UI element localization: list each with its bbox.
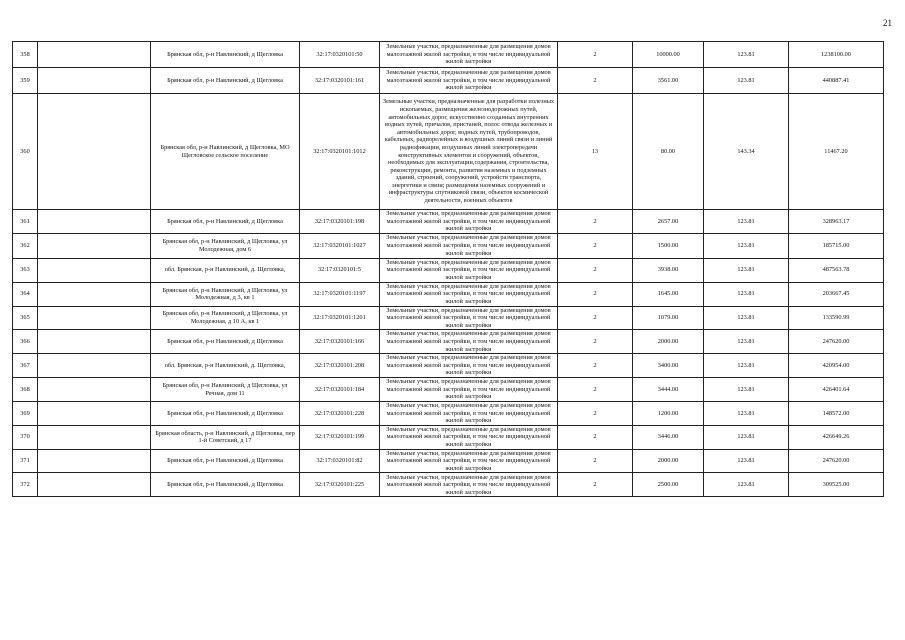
cadastral-number-cell: 32:17:0320101:184 [300,378,380,402]
cadastral-number-cell: 32:17:0320101:225 [300,473,380,497]
row-number-cell: 365 [13,306,38,330]
address-cell: обл. Брянская, р-н Навлинский, д. Щегловка, [151,258,300,282]
specific-value-cell: 123.81 [704,258,789,282]
land-use-cell: Земельные участки, предназначенные для размещения домов малоэтажной жилой застройки, в том числе индивидуальной жилой застройки [380,258,558,282]
specific-value-cell: 123.81 [704,449,789,473]
table-row [13,449,884,473]
cadastral-value-cell: 11467.20 [789,94,884,210]
row-number-cell: 372 [13,473,38,497]
specific-value-cell: 123.81 [704,354,789,378]
land-use-cell: Земельные участки, предназначенные для размещения домов малоэтажной жилой застройки, в том числе индивидуальной жилой застройки [380,401,558,425]
cadastral-number-cell: 32:17:0320101:1201 [300,306,380,330]
land-use-cell: Земельные участки, предназначенные для размещения домов малоэтажной жилой застройки, в том числе индивидуальной жилой застройки [380,233,558,258]
cadastral-number-cell: 32:17:0320101:228 [300,401,380,425]
specific-value-cell: 123.81 [704,401,789,425]
area-cell: 1200.00 [633,401,704,425]
table-row [13,354,884,378]
area-cell: 1645.00 [633,282,704,306]
group-number-cell: 2 [558,306,633,330]
group-number-cell: 2 [558,233,633,258]
area-cell: 3938.00 [633,258,704,282]
blank-cell [38,210,151,234]
table-row [13,330,884,354]
group-number-cell: 2 [558,354,633,378]
address-cell: Брянская обл, р-н Навлинский, д Щегловка [151,401,300,425]
row-number-cell: 364 [13,282,38,306]
land-use-cell: Земельные участки, предназначенные для размещения домов малоэтажной жилой застройки, в том числе индивидуальной жилой застройки [380,473,558,497]
land-use-cell: Земельные участки, предназначенные для размещения домов малоэтажной жилой застройки, в том числе индивидуальной жилой застройки [380,42,558,68]
specific-value-cell: 123.81 [704,210,789,234]
cadastral-value-cell: 420954.00 [789,354,884,378]
cadastral-value-cell: 185715.00 [789,233,884,258]
address-cell: Брянская обл, р-н Навлинский, д Щегловка, ул Речная, дом 11 [151,378,300,402]
specific-value-cell: 123.81 [704,42,789,68]
cadastral-value-cell: 426401.64 [789,378,884,402]
row-number-cell: 360 [13,94,38,210]
blank-cell [38,425,151,449]
area-cell: 3446.00 [633,425,704,449]
blank-cell [38,473,151,497]
group-number-cell: 2 [558,210,633,234]
page-number: 21 [883,18,892,28]
blank-cell [38,330,151,354]
land-use-cell: Земельные участки, предназначенные для размещения домов малоэтажной жилой застройки, в том числе индивидуальной жилой застройки [380,282,558,306]
cadastral-number-cell: 32:17:0320101:208 [300,354,380,378]
row-number-cell: 369 [13,401,38,425]
table-row [13,210,884,234]
specific-value-cell: 123.81 [704,330,789,354]
row-number-cell: 361 [13,210,38,234]
specific-value-cell: 123.81 [704,378,789,402]
row-number-cell: 366 [13,330,38,354]
table-row [13,42,884,68]
table-row [13,68,884,94]
specific-value-cell: 123.81 [704,473,789,497]
table-row [13,282,884,306]
land-use-cell: Земельные участки, предназначенные для размещения домов малоэтажной жилой застройки, в том числе индивидуальной жилой застройки [380,449,558,473]
group-number-cell: 2 [558,258,633,282]
group-number-cell: 2 [558,68,633,94]
blank-cell [38,306,151,330]
table-row [13,473,884,497]
row-number-cell: 371 [13,449,38,473]
blank-cell [38,354,151,378]
cadastral-value-table [12,41,884,497]
row-number-cell: 362 [13,233,38,258]
area-cell: 1500.00 [633,233,704,258]
group-number-cell: 2 [558,449,633,473]
specific-value-cell: 143.34 [704,94,789,210]
table-body [13,42,884,497]
cadastral-value-cell: 247620.00 [789,449,884,473]
address-cell: Брянская обл, р-н Навлинский, д Щегловка, ул Молодежная, д 3, кв 1 [151,282,300,306]
table-row [13,306,884,330]
cadastral-value-cell: 1238100.00 [789,42,884,68]
address-cell: Брянская обл, р-н Навлинский, д Щегловка [151,449,300,473]
specific-value-cell: 123.81 [704,68,789,94]
group-number-cell: 2 [558,282,633,306]
land-use-cell: Земельные участки, предназначенные для размещения домов малоэтажной жилой застройки, в том числе индивидуальной жилой застройки [380,330,558,354]
land-use-cell: Земельные участки, предназначенные для размещения домов малоэтажной жилой застройки, в том числе индивидуальной жилой застройки [380,306,558,330]
blank-cell [38,401,151,425]
table-row [13,233,884,258]
cadastral-number-cell: 32:17:0320101:1012 [300,94,380,210]
cadastral-value-cell: 440887.41 [789,68,884,94]
area-cell: 1079.00 [633,306,704,330]
row-number-cell: 359 [13,68,38,94]
address-cell: Брянская обл, р-н Навлинский, д Щегловка [151,210,300,234]
row-number-cell: 370 [13,425,38,449]
land-use-cell: Земельные участки, предназначенные для размещения домов малоэтажной жилой застройки, в том числе индивидуальной жилой застройки [380,354,558,378]
cadastral-number-cell: 32:17:0320101:50 [300,42,380,68]
land-use-cell: Земельные участки, предназначенные для размещения домов малоэтажной жилой застройки, в том числе индивидуальной жилой застройки [380,425,558,449]
specific-value-cell: 123.81 [704,282,789,306]
address-cell: Брянская обл, р-н Навлинский, д Щегловка, ул Молодежная, д 10 А, кв 1 [151,306,300,330]
blank-cell [38,378,151,402]
address-cell: Брянская обл, р-н Навлинский, д Щегловка [151,473,300,497]
cadastral-number-cell: 32:17:0320101:198 [300,210,380,234]
address-cell: Брянская обл, р-н Навлинский, д Щегловка [151,42,300,68]
address-cell: Брянская обл, р-н Навлинский, д Щегловка [151,330,300,354]
cadastral-value-cell: 309525.00 [789,473,884,497]
blank-cell [38,258,151,282]
table-row [13,378,884,402]
blank-cell [38,68,151,94]
group-number-cell: 2 [558,425,633,449]
area-cell: 2000.00 [633,449,704,473]
table-row [13,258,884,282]
area-cell: 80.00 [633,94,704,210]
group-number-cell: 2 [558,42,633,68]
cadastral-number-cell: 32:17:0320101:166 [300,330,380,354]
land-use-cell: Земельные участки, предназначенные для размещения домов малоэтажной жилой застройки, в том числе индивидуальной жилой застройки [380,378,558,402]
blank-cell [38,449,151,473]
blank-cell [38,94,151,210]
cadastral-value-cell: 148572.00 [789,401,884,425]
table-row [13,94,884,210]
cadastral-number-cell: 32:17:0320101:161 [300,68,380,94]
address-cell: Брянская область, р-н Навлинский, д Щегловка, пер 1-й Советский, д 17 [151,425,300,449]
group-number-cell: 2 [558,330,633,354]
group-number-cell: 13 [558,94,633,210]
cadastral-number-cell: 32:17:0320101:199 [300,425,380,449]
row-number-cell: 368 [13,378,38,402]
address-cell: Брянская обл, р-н Навлинский, д Щегловка, МО Щегловское сельское поселение [151,94,300,210]
row-number-cell: 363 [13,258,38,282]
cadastral-value-cell: 487563.78 [789,258,884,282]
address-cell: Брянская обл, р-н Навлинский, д Щегловка, ул Молодежная, дом 6 [151,233,300,258]
address-cell: Брянская обл, р-н Навлинский, д Щегловка [151,68,300,94]
land-use-cell: Земельные участки, предназначенные для размещения домов малоэтажной жилой застройки, в том числе индивидуальной жилой застройки [380,210,558,234]
specific-value-cell: 123.81 [704,425,789,449]
specific-value-cell: 123.81 [704,233,789,258]
cadastral-number-cell: 32:17:0320101:1197 [300,282,380,306]
row-number-cell: 367 [13,354,38,378]
cadastral-value-cell: 247620.00 [789,330,884,354]
cadastral-number-cell: 32:17:0320101:5 [300,258,380,282]
area-cell: 3561.00 [633,68,704,94]
row-number-cell: 358 [13,42,38,68]
area-cell: 10000.00 [633,42,704,68]
group-number-cell: 2 [558,378,633,402]
table-row [13,401,884,425]
area-cell: 2657.00 [633,210,704,234]
blank-cell [38,233,151,258]
cadastral-value-cell: 133590.99 [789,306,884,330]
land-use-cell: Земельные участки, предназначенные для разработки полезных ископаемых, размещения железнодорожных путей, автомобильных дорог, искусственно созданных внутренних водных путей, причалов, пристаней, полос отвода железных и автомобильных дорог, водных путей, трубопроводов, кабельных, радиорелейных и воздушных линий связи и линий радиофикации, воздушных линий электропередачи конструктивных элементов и сооружений, объектов, необходимых для эксплуатации,содержания, строительства, реконструкции, ремонта, развития наземных и подземных зданий, строений, сооружений, устройств транспорта, энергетики и связи; размещения наземных сооружений и инфраструктуры спутниковой связи, объектов космической деятельности, военных объектов [380,94,558,210]
group-number-cell: 2 [558,401,633,425]
area-cell: 3444.00 [633,378,704,402]
land-use-cell: Земельные участки, предназначенные для размещения домов малоэтажной жилой застройки, в том числе индивидуальной жилой застройки [380,68,558,94]
specific-value-cell: 123.81 [704,306,789,330]
cadastral-number-cell: 32:17:0320101:1027 [300,233,380,258]
cadastral-value-cell: 426649.26 [789,425,884,449]
table-row [13,425,884,449]
cadastral-number-cell: 32:17:0320101:82 [300,449,380,473]
area-cell: 2500.00 [633,473,704,497]
cadastral-value-cell: 203667.45 [789,282,884,306]
address-cell: обл. Брянская, р-н Навлинский, д. Щегловка, [151,354,300,378]
blank-cell [38,282,151,306]
area-cell: 3400.00 [633,354,704,378]
blank-cell [38,42,151,68]
group-number-cell: 2 [558,473,633,497]
cadastral-value-cell: 328963.17 [789,210,884,234]
area-cell: 2000.00 [633,330,704,354]
